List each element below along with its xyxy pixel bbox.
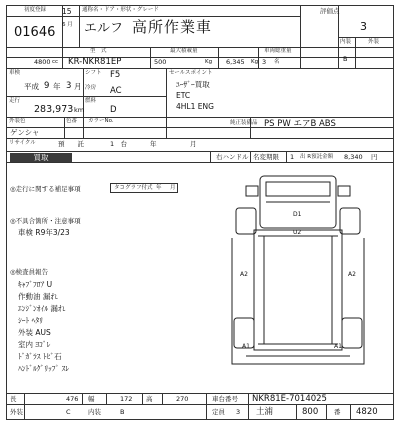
inspector-line-1: ｷｬﾌﾞﾌﾛｱ U [18,280,53,289]
mark-a2-left: A2 [240,271,248,278]
max-load-unit: Kg [205,59,213,65]
shift-value: F5 [110,70,121,80]
inspector-line-6: 室内 ﾖｺﾞﾚ [18,340,51,349]
mileage-label: 走行 [9,98,21,104]
lot-number: 01646 [14,25,56,40]
front-left-wheel [236,208,256,234]
inspector-line-3: ｴﾝｼﾞﾝｵｲﾙ 漏れ [18,304,66,313]
recycle-year: 年 [150,140,157,148]
exterior-grade: C [66,408,71,416]
recycle-fee: 8,340 [344,153,363,161]
inspector-line-4: ｼｰﾄ ﾍﾀﾘ [18,316,43,325]
aircon-label: 冷房 [85,85,97,91]
equipment-value: PS PW エアB ABS [264,119,336,129]
mark-a1-right: A1 [334,343,342,350]
interior-label: 内装 [340,39,352,45]
grade-label: 評価点 [320,7,340,15]
selling-points-label: セールスポイント [169,70,213,76]
mileage-unit: km [74,106,85,114]
recycle-value: 1 台 [110,140,128,148]
windshield [266,182,330,196]
recycle-month: 月 [190,140,197,148]
tacho-label: タコグラフ付式 [114,185,153,191]
vehicle-type: 高所作業車 [132,18,213,36]
pickup-value: 800 [302,407,319,417]
length-value: 476 [66,395,79,403]
displacement-unit: cc [52,59,59,65]
shaken-label: 車検 [9,70,21,76]
inspector-line-2: 作動油 漏れ [18,292,58,301]
ext-color-value: ゲンシャ [10,128,40,137]
chassis-value: NKR81E-7014025 [252,394,327,404]
name-label: 通称名・ドア・形状・グレード [82,7,159,13]
purchase-badge: 買取 [10,153,72,162]
capacity: 3 [262,58,267,66]
selling-point-3: 4HL1 ENG [176,102,214,111]
month-value: 6 月 [62,22,73,28]
shaken-year: 9 [44,81,50,91]
gross-weight-unit: Kg [251,59,259,65]
shaken-month-unit: 月 [74,82,82,91]
recycle-label: リサイクル [9,140,36,146]
side-outline [232,238,364,364]
mark-a1-left: A1 [242,343,250,350]
steering-label: 右ハンドル [216,153,249,161]
vehicle-name: エルフ [84,21,124,36]
mark-u2: U2 [293,229,302,236]
shift-label: シフト [85,70,102,76]
history-label: ◎走行に関する補足事項 [10,185,81,193]
mark-a2-right: A2 [348,271,356,278]
length-label: 長 [10,395,17,403]
inspector-line-7: ﾄﾞｶﾞﾗｽ ﾄﾋﾞ石 [18,352,62,361]
year-value: 15 [62,7,72,16]
mileage-value: 283,973 [34,104,74,115]
interior-footer-label: 内装 [88,408,101,416]
left-mirror [246,186,258,196]
truck-diagram [218,168,378,380]
pickup-label: 土浦 [256,407,274,417]
rear-right-wheel [342,318,362,348]
exterior-footer-label: 外装 [10,408,23,416]
era-label: 初度登録 [24,7,47,13]
height-label: 高 [146,395,153,403]
documents-label: 名変期限 [253,153,279,161]
width-label: 幅 [88,395,95,403]
defects-text: 車検 R9年3/23 [18,228,70,237]
recycle-text: 預 託 [58,140,84,148]
model-label: 型 式 [90,48,107,54]
displacement: 4800 [34,58,51,66]
color-label: カラーNo. [88,118,114,124]
exterior-label: 外装 [368,39,380,45]
selling-point-2: ETC [176,91,191,100]
tacho-month: 月 [170,185,176,191]
doc-date: 1 [290,153,295,161]
inspector-line-5: 外装 AUS [18,328,51,337]
color-no-label: 色番 [66,118,78,124]
gross-weight-label: 車両総重量 [264,48,292,54]
inspector-label: ◎検査員報告 [10,268,49,276]
capacity-footer-label: 定員 [212,408,225,416]
mark-d1: D1 [293,211,302,218]
document-label: 出 R預託金額 [300,154,334,160]
capacity-footer-value: 3 [236,408,241,416]
start-label: 番 [334,408,341,416]
rear-body [254,230,342,350]
grade-value: 3 [360,20,367,33]
max-load: 500 [154,58,167,66]
chassis-label: 車台番号 [212,395,238,403]
shaken-era: 平成 [24,82,39,91]
interior-grade: B [343,55,348,63]
defects-label: ◎不具合箇所・注意事項 [10,217,81,225]
equipment-label: 純正装備品 [230,120,258,126]
shaken-month: 3 [66,81,72,91]
height-value: 270 [176,395,189,403]
fuel-value: D [110,105,117,115]
ext-color-label: 外装色 [9,118,26,124]
aircon-value: AC [110,86,122,96]
front-right-wheel [340,208,360,234]
max-load-label: 最大積載量 [170,48,198,54]
shaken-year-unit: 年 [53,82,61,91]
recycle-fee-unit: 円 [371,153,378,161]
gross-weight: 6,345 [226,58,245,66]
width-value: 172 [120,395,133,403]
selling-point-1: ﾕｰｻﾞｰ買取 [176,80,210,89]
right-mirror [338,186,350,196]
capacity-unit: 名 [274,59,280,65]
inspector-line-8: ﾊﾝﾄﾞﾙｸﾞﾘｯﾌﾟ ｽﾚ [18,364,70,373]
interior-grade-footer: B [120,408,125,416]
tacho-year: 年 [156,185,162,191]
start-value: 4820 [356,407,378,417]
fuel-label: 燃料 [85,98,97,104]
model-code: KR-NKR81EP [68,57,122,67]
